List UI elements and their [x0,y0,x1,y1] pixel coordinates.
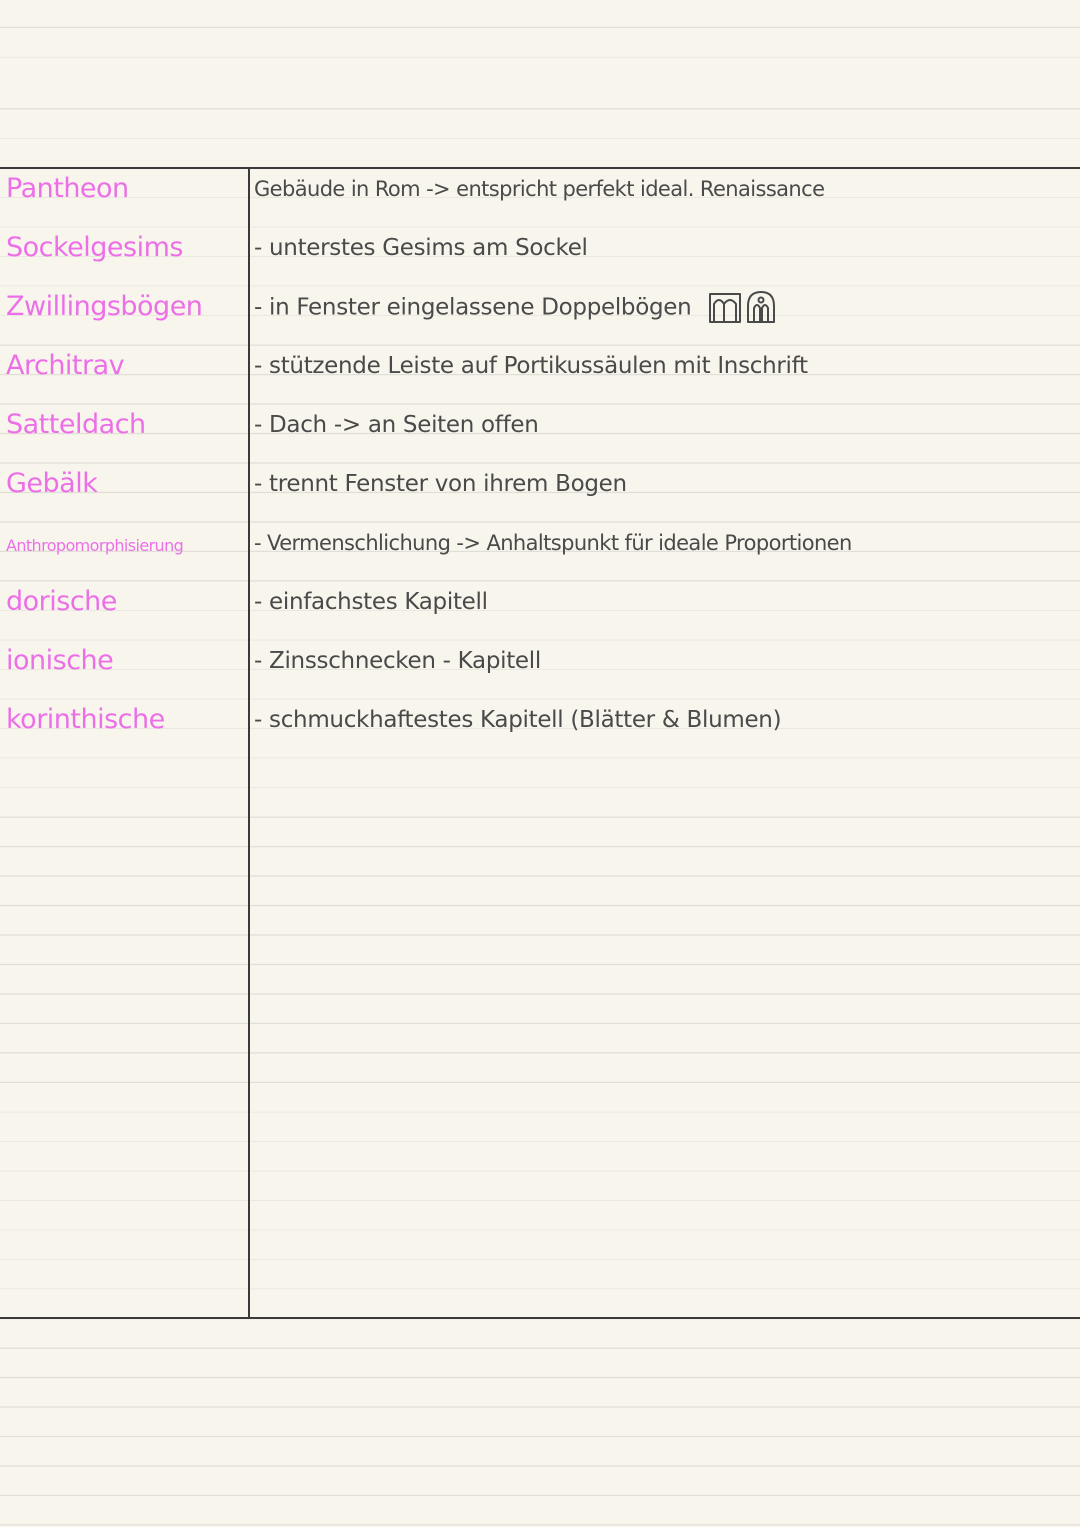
definition-pantheon: Gebäude in Rom -> entspricht perfekt ideal. Renaissance [254,177,825,201]
definition-gebaelk: - trennt Fenster von ihrem Bogen [254,471,627,497]
definition-dorische: - einfachstes Kapitell [254,589,488,615]
double-arch-window-sketch-icon [708,290,780,326]
term-gebaelk: Gebälk [6,468,98,499]
table-row [0,406,1080,465]
table-bottom-rule [0,1317,1080,1319]
table-row [0,642,1080,701]
term-zwillingsboegen: Zwillingsbögen [6,291,203,322]
term-ionische: ionische [6,645,114,676]
table-row [0,583,1080,642]
table-row [0,465,1080,524]
term-satteldach: Satteldach [6,409,146,440]
glossary-table [0,170,1080,760]
term-dorische: dorische [6,586,117,617]
table-row [0,229,1080,288]
term-sockelgesims: Sockelgesims [6,232,183,263]
term-anthropomorphisierung: Anthropomorphisierung [6,536,184,555]
definition-satteldach: - Dach -> an Seiten offen [254,412,539,438]
definition-anthropomorphisierung: - Vermenschlichung -> Anhaltspunkt für ideale Proportionen [254,531,852,555]
table-top-rule [0,167,1080,169]
definition-architrav: - stützende Leiste auf Portikussäulen mit Inschrift [254,353,808,379]
table-row [0,524,1080,583]
term-pantheon: Pantheon [6,173,129,204]
definition-korinthische: - schmuckhaftestes Kapitell (Blätter & Blumen) [254,707,782,733]
table-row [0,701,1080,760]
definition-sockelgesims: - unterstes Gesims am Sockel [254,235,588,261]
table-row [0,347,1080,406]
term-architrav: Architrav [6,350,125,381]
table-row [0,170,1080,229]
definition-zwillingsboegen [254,290,1076,326]
definition-text: - in Fenster eingelassene Doppelbögen [254,294,692,321]
table-row [0,288,1080,347]
definition-ionische: - Zinsschnecken - Kapitell [254,648,541,674]
term-korinthische: korinthische [6,704,165,735]
